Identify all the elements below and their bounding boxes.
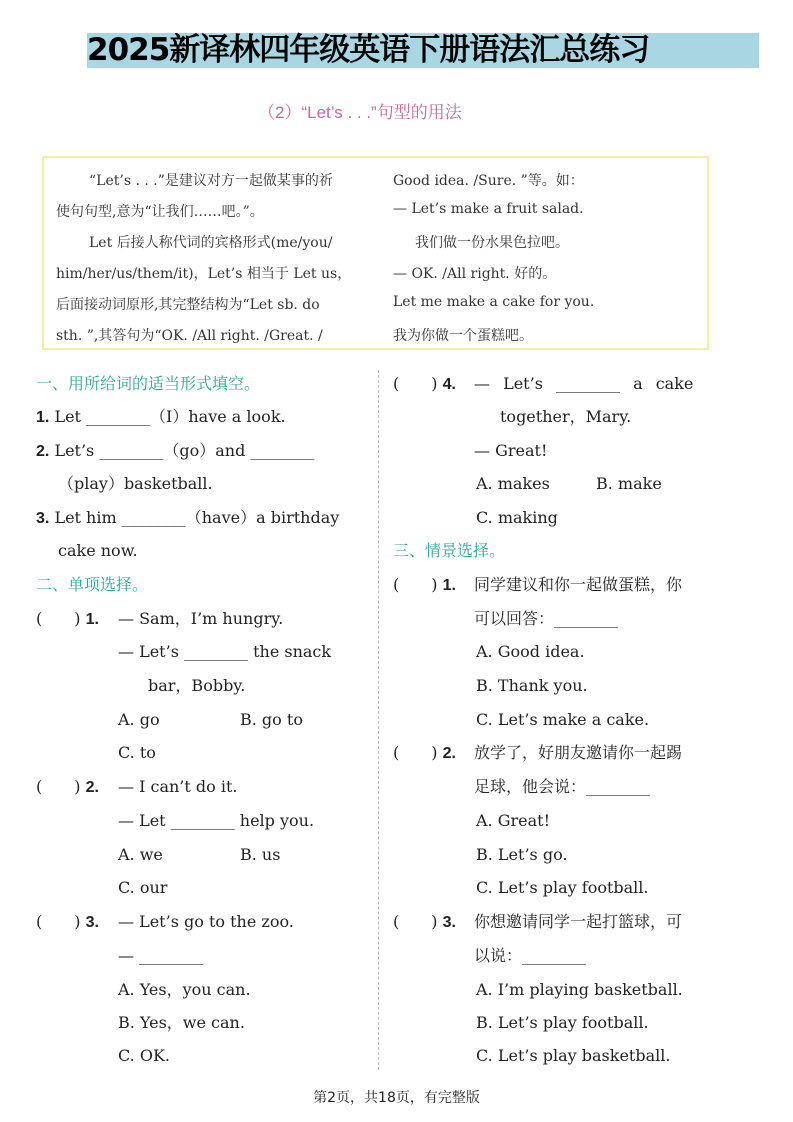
section-heading: 三、情景选择。 [393, 541, 506, 560]
page-title: 2025新译林四年级英语下册语法汇总练习 [87, 33, 759, 68]
question-text: Let ________（I）have a look. [54, 407, 286, 426]
question-text: — ________ [118, 946, 204, 965]
question-number: 1. [36, 409, 50, 426]
answer-blank[interactable]: ( ) [393, 743, 438, 762]
option-a: A. Good idea. [476, 642, 585, 661]
question-text: 以说：________ [474, 946, 587, 965]
option-b: B. Let’s go. [476, 845, 568, 864]
option-b: B. go to [240, 710, 303, 729]
option-b: B. Thank you. [476, 676, 588, 695]
question-text: 同学建议和你一起做蛋糕，你 [474, 575, 683, 594]
option-b: B. Yes，we can. [118, 1013, 245, 1032]
section-heading: 一、用所给词的适当形式填空。 [36, 374, 261, 393]
question-number: 3. [36, 510, 50, 527]
option-a: A. makes [476, 474, 550, 493]
question-text: 可以回答：________ [474, 609, 619, 628]
note-line: 使句句型,意为“让我们……吧。”。 [56, 204, 264, 220]
option-c: C. Let’s play football. [476, 878, 649, 897]
question-number: 3. [85, 914, 99, 931]
page-footer: 第2页，共18页，有完整版 [313, 1090, 480, 1106]
option-b: B. Let’s play football. [476, 1013, 649, 1032]
note-line: 我们做一份水果色拉吧。 [415, 235, 569, 251]
option-c: C. OK. [118, 1046, 170, 1065]
note-line: — Let’s make a fruit salad. [393, 201, 584, 217]
note-line: 我为你做一个蛋糕吧。 [393, 328, 533, 344]
option-c: C. making [476, 508, 558, 527]
option-a: A. Great! [476, 811, 551, 830]
option-b: B. us [240, 845, 281, 864]
choice-question-3 [36, 912, 99, 933]
situation-question-1 [393, 575, 456, 596]
note-line: 后面接动词原形,其完整结构为“Let sb. do [56, 297, 320, 313]
question-text: — Let’s ________ the snack [118, 642, 332, 661]
note-line: Good idea. /Sure. ”等。如： [393, 173, 584, 189]
question-number: 2. [442, 745, 456, 762]
grammar-note-box [42, 156, 709, 350]
question-text: — Let’s ________ a cake [474, 374, 694, 393]
answer-blank[interactable]: ( ) [36, 609, 81, 628]
option-c: C. to [118, 743, 156, 762]
question-text: — Sam，I’m hungry. [118, 609, 284, 628]
note-line: “Let’s . . .”是建议对方一起做某事的祈 [89, 173, 333, 189]
section-heading: 二、单项选择。 [36, 575, 149, 594]
note-line: — OK. /All right. 好的。 [393, 266, 557, 282]
note-line: sth. ”,其答句为“OK. /All right. /Great. / [56, 328, 323, 344]
question-text: Let him ________（have）a birthday [54, 508, 340, 527]
question-text: 放学了，好朋友邀请你一起踢 [474, 743, 683, 762]
note-line: Let 后接人称代词的宾格形式(me/you/ [89, 235, 333, 251]
situation-question-2 [393, 743, 456, 764]
question-text: Let’s ________（go）and ________ [54, 441, 315, 460]
option-b: B. make [596, 474, 662, 493]
question-number: 2. [85, 779, 99, 796]
option-a: A. Yes，you can. [118, 980, 251, 999]
question-text: — Great! [474, 441, 548, 460]
option-a: A. I’m playing basketball. [476, 980, 683, 999]
question-text: bar，Bobby. [148, 676, 246, 695]
question-text: together，Mary. [500, 407, 632, 426]
question-text: 你想邀请同学一起打篮球，可 [474, 912, 683, 931]
choice-question-4 [393, 374, 456, 395]
note-line: him/her/us/them/it)，Let’s 相当于 Let us， [56, 266, 352, 282]
answer-blank[interactable]: ( ) [393, 374, 438, 393]
option-c: C. our [118, 878, 168, 897]
answer-blank[interactable]: ( ) [393, 575, 438, 594]
section-subtitle: （2）“Let’s . . .”句型的用法 [258, 103, 462, 122]
question-text: （play）basketball. [58, 474, 213, 493]
answer-blank[interactable]: ( ) [36, 777, 81, 796]
answer-blank[interactable]: ( ) [393, 912, 438, 931]
option-c: C. Let’s make a cake. [476, 710, 650, 729]
question-number: 3. [442, 914, 456, 931]
question-fill-2 [36, 441, 314, 462]
column-divider [378, 370, 379, 1070]
option-a: A. we [118, 845, 163, 864]
option-c: C. Let’s play basketball. [476, 1046, 671, 1065]
question-fill-1 [36, 407, 286, 428]
question-number: 2. [36, 443, 50, 460]
question-number: 1. [442, 577, 456, 594]
question-fill-3 [36, 508, 339, 529]
answer-blank[interactable]: ( ) [36, 912, 81, 931]
question-text: — I can’t do it. [118, 777, 238, 796]
situation-question-3 [393, 912, 456, 933]
question-text: 足球，他会说：________ [474, 777, 651, 796]
note-line: Let me make a cake for you. [393, 294, 595, 310]
choice-question-2 [36, 777, 99, 798]
question-number: 4. [442, 376, 456, 393]
question-text: — Let ________ help you. [118, 811, 315, 830]
option-a: A. go [118, 710, 160, 729]
choice-question-1 [36, 609, 99, 630]
question-text: cake now. [58, 541, 138, 560]
question-number: 1. [85, 611, 99, 628]
question-text: — Let’s go to the zoo. [118, 912, 294, 931]
